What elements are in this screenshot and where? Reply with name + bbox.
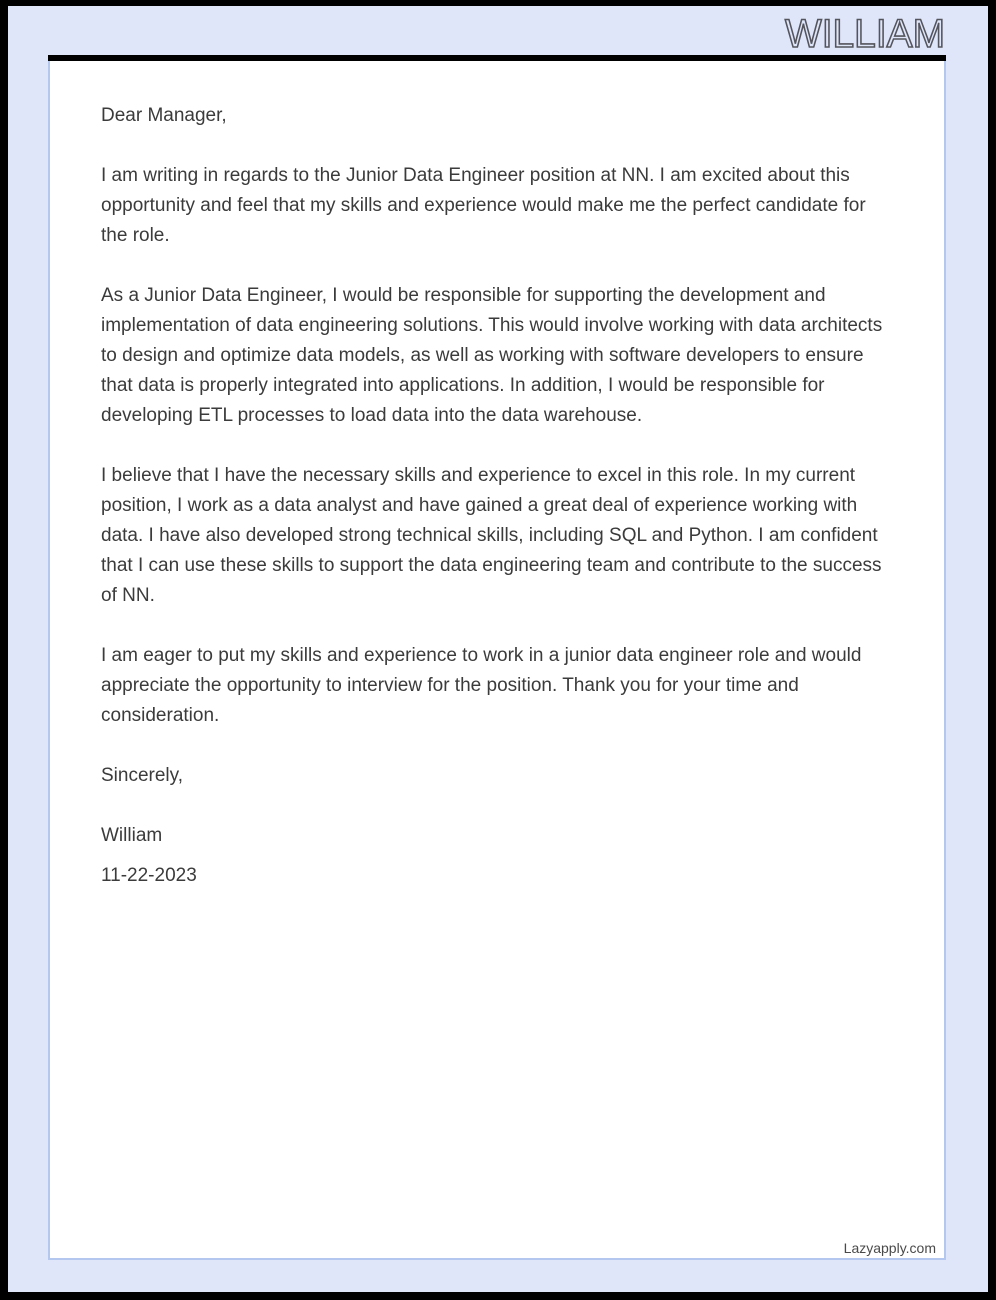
page-background bbox=[8, 6, 988, 1292]
signature-name: William bbox=[101, 825, 163, 846]
paragraph-responsibilities: As a Junior Data Engineer, I would be responsible for supporting the development and implementation of data engineering solutions. This would involve working with data architects to design and optimize data models, as well as working with software developers to ensure that data is properly integrated into applications. In addition, I would be responsible for developing ETL processes to load data into the data warehouse. bbox=[101, 285, 883, 426]
letter-body bbox=[50, 61, 944, 891]
closing: Sincerely, bbox=[101, 765, 184, 786]
brand-wordmark bbox=[716, 6, 946, 55]
watermark-text: Lazyapply.com bbox=[843, 1240, 936, 1256]
letter-date: 11-22-2023 bbox=[101, 865, 197, 886]
paragraph-skills: I believe that I have the necessary skills and experience to excel in this role. In my current position, I work as a data analyst and have gained a great deal of experience working with data. I have also developed strong technical skills, including SQL and Python. I am confident that I can use these skills to support the data engineering team and contribute to the success of NN. bbox=[101, 465, 882, 606]
brand-wordmark-text: WILLIAM bbox=[785, 12, 945, 55]
salutation: Dear Manager, bbox=[101, 105, 227, 126]
letter-header bbox=[8, 6, 988, 55]
paragraph-closing-request: I am eager to put my skills and experience to work in a junior data engineer role and would appreciate the opportunity to interview for the position. Thank you for your time and consideration. bbox=[101, 645, 862, 726]
letter-panel bbox=[48, 55, 946, 1260]
paragraph-intro: I am writing in regards to the Junior Data Engineer position at NN. I am excited about this opportunity and feel that my skills and experience would make me the perfect candidate for the role. bbox=[101, 165, 866, 246]
